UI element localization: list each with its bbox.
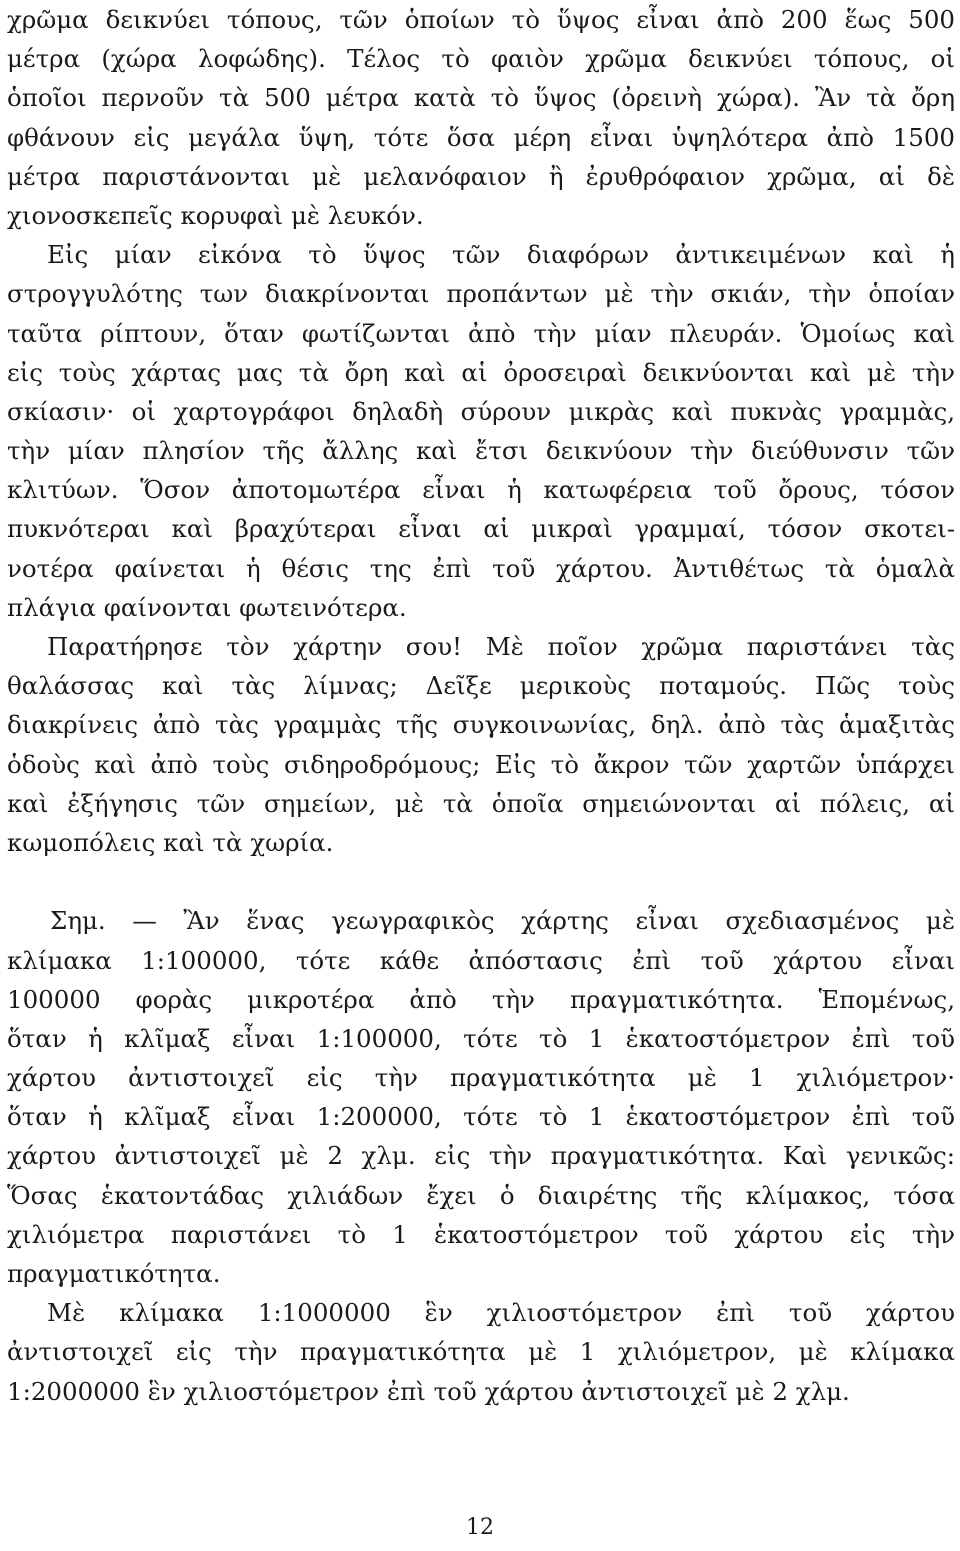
text-line: μέτρα παριστάνονται μὲ μελανόφαιον ἢ ἐρυθρόφαιον χρῶμα, αἱ δὲ: [7, 161, 955, 191]
page: [7, 0, 955, 1411]
text-line: σκίασιν· οἱ χαρτογράφοι δηλαδὴ σύρουν μικρὰς καὶ πυκνὰς γραμμὰς,: [7, 396, 955, 426]
text-line: κλιτύων. Ὅσον ἀποτομωτέρα εἶναι ἡ κατωφέρεια τοῦ ὄρους, τόσον: [7, 475, 955, 505]
text-line: φθάνουν εἰς μεγάλα ὕψη, τότε ὅσα μέρη εἶναι ὑψηλότερα ἀπὸ 1500: [7, 122, 955, 152]
text-line: χιονοσκεπεῖς κορυφαὶ μὲ λευκόν.: [7, 200, 424, 230]
note-line: Μὲ κλίμακα 1:1000000 ἓν χιλιοστόμετρον ἐπὶ τοῦ χάρτου: [47, 1298, 955, 1328]
note-line: 1:2000000 ἓν χιλιοστόμετρον ἐπὶ τοῦ χάρτου ἀντιστοιχεῖ μὲ 2 χλμ.: [7, 1376, 850, 1406]
note-line: 100000 φορὰς μικροτέρα ἀπὸ τὴν πραγματικότητα. Ἑπομένως,: [7, 984, 955, 1014]
note-line: κλίμακα 1:100000, τότε κάθε ἀπόστασις ἐπὶ τοῦ χάρτου εἶναι: [7, 945, 955, 975]
note-line: Σημ. — Ἂν ἕνας γεωγραφικὸς χάρτης εἶναι σχεδιασμένος μὲ: [50, 906, 955, 936]
paragraph-gap: [7, 862, 955, 901]
note-line: Ὅσας ἑκατοντάδας χιλιάδων ἔχει ὁ διαιρέτης τῆς κλίμακος, τόσα: [7, 1180, 955, 1210]
text-line: Εἰς μίαν εἰκόνα τὸ ὕψος τῶν διαφόρων ἀντικειμένων καὶ ἡ: [47, 240, 955, 270]
text-line: ταῦτα ρίπτουν, ὅταν φωτίζωνται ἀπὸ τὴν μίαν πλευράν. Ὁμοίως καὶ: [7, 318, 955, 348]
text-line: πυκνότεραι καὶ βραχύτεραι εἶναι αἱ μικραὶ γραμμαί, τόσον σκοτει-: [7, 514, 955, 544]
note-line: χάρτου ἀντιστοιχεῖ εἰς τὴν πραγματικότητα μὲ 1 χιλιόμετρον·: [7, 1063, 955, 1093]
text-line: Παρατήρησε τὸν χάρτην σου! Μὲ ποῖον χρῶμα παριστάνει τὰς: [47, 632, 955, 661]
text-line: καὶ ἐξήγησις τῶν σημείων, μὲ τὰ ὁποῖα σημειώνονται αἱ πόλεις, αἱ: [7, 788, 955, 818]
text-line: χρῶμα δεικνύει τόπους, τῶν ὁποίων τὸ ὕψος εἶναι ἀπὸ 200 ἕως 500: [7, 5, 955, 34]
note-line: ὅταν ἡ κλῖμαξ εἶναι 1:200000, τότε τὸ 1 ἑκατοστόμετρον ἐπὶ τοῦ: [7, 1102, 955, 1132]
note-line: πραγματικότητα.: [7, 1259, 221, 1288]
text-line: θαλάσσας καὶ τὰς λίμνας; Δεῖξε μερικοὺς ποταμούς. Πῶς τοὺς: [7, 671, 955, 701]
text-line: ὁδοὺς καὶ ἀπὸ τοὺς σιδηροδρόμους; Εἰς τὸ ἄκρον τῶν χαρτῶν ὑπάρχει: [7, 749, 955, 779]
text-line: πλάγια φαίνονται φωτεινότερα.: [7, 592, 407, 622]
note-text: [7, 901, 955, 1410]
note-line: ὅταν ἡ κλῖμαξ εἶναι 1:100000, τότε τὸ 1 ἑκατοστόμετρον ἐπὶ τοῦ: [7, 1023, 955, 1053]
text-line: τὴν μίαν πλησίον τῆς ἄλλης καὶ ἔτσι δεικνύουν τὴν διεύθυνσιν τῶν: [7, 436, 955, 466]
text-line: στρογγυλότης των διακρίνονται προπάντων μὲ τὴν σκιάν, τὴν ὁποίαν: [7, 279, 955, 309]
text-line: εἰς τοὺς χάρτας μας τὰ ὄρη καὶ αἱ ὀροσειραὶ δεικνύονται καὶ μὲ τὴν: [7, 357, 955, 387]
text-line: διακρίνεις ἀπὸ τὰς γραμμὰς τῆς συγκοινωνίας, δηλ. ἀπὸ τὰς ἁμαξιτὰς: [7, 710, 955, 740]
text-line: κωμοπόλεις καὶ τὰ χωρία.: [7, 827, 334, 857]
note-line: χιλιόμετρα παριστάνει τὸ 1 ἑκατοστόμετρον τοῦ χάρτου εἰς τὴν: [7, 1219, 955, 1249]
text-line: ὁποῖοι περνοῦν τὰ 500 μέτρα κατὰ τὸ ὕψος (ὀρεινὴ χώρα). Ἂν τὰ ὄρη: [7, 83, 955, 113]
page-number: 12: [466, 1515, 494, 1540]
note-line: χάρτου ἀντιστοιχεῖ μὲ 2 χλμ. εἰς τὴν πραγματικότητα. Καὶ γενικῶς:: [7, 1141, 955, 1171]
body-text: [7, 0, 955, 862]
text-line: μέτρα (χώρα λοφώδης). Τέλος τὸ φαιὸν χρῶμα δεικνύει τόπους, οἱ: [7, 44, 955, 74]
note-line: ἀντιστοιχεῖ εἰς τὴν πραγματικότητα μὲ 1 χιλιόμετρον, μὲ κλίμακα: [7, 1337, 955, 1367]
text-line: νοτέρα φαίνεται ἡ θέσις της ἐπὶ τοῦ χάρτου. Ἀντιθέτως τὰ ὁμαλὰ: [7, 553, 955, 583]
